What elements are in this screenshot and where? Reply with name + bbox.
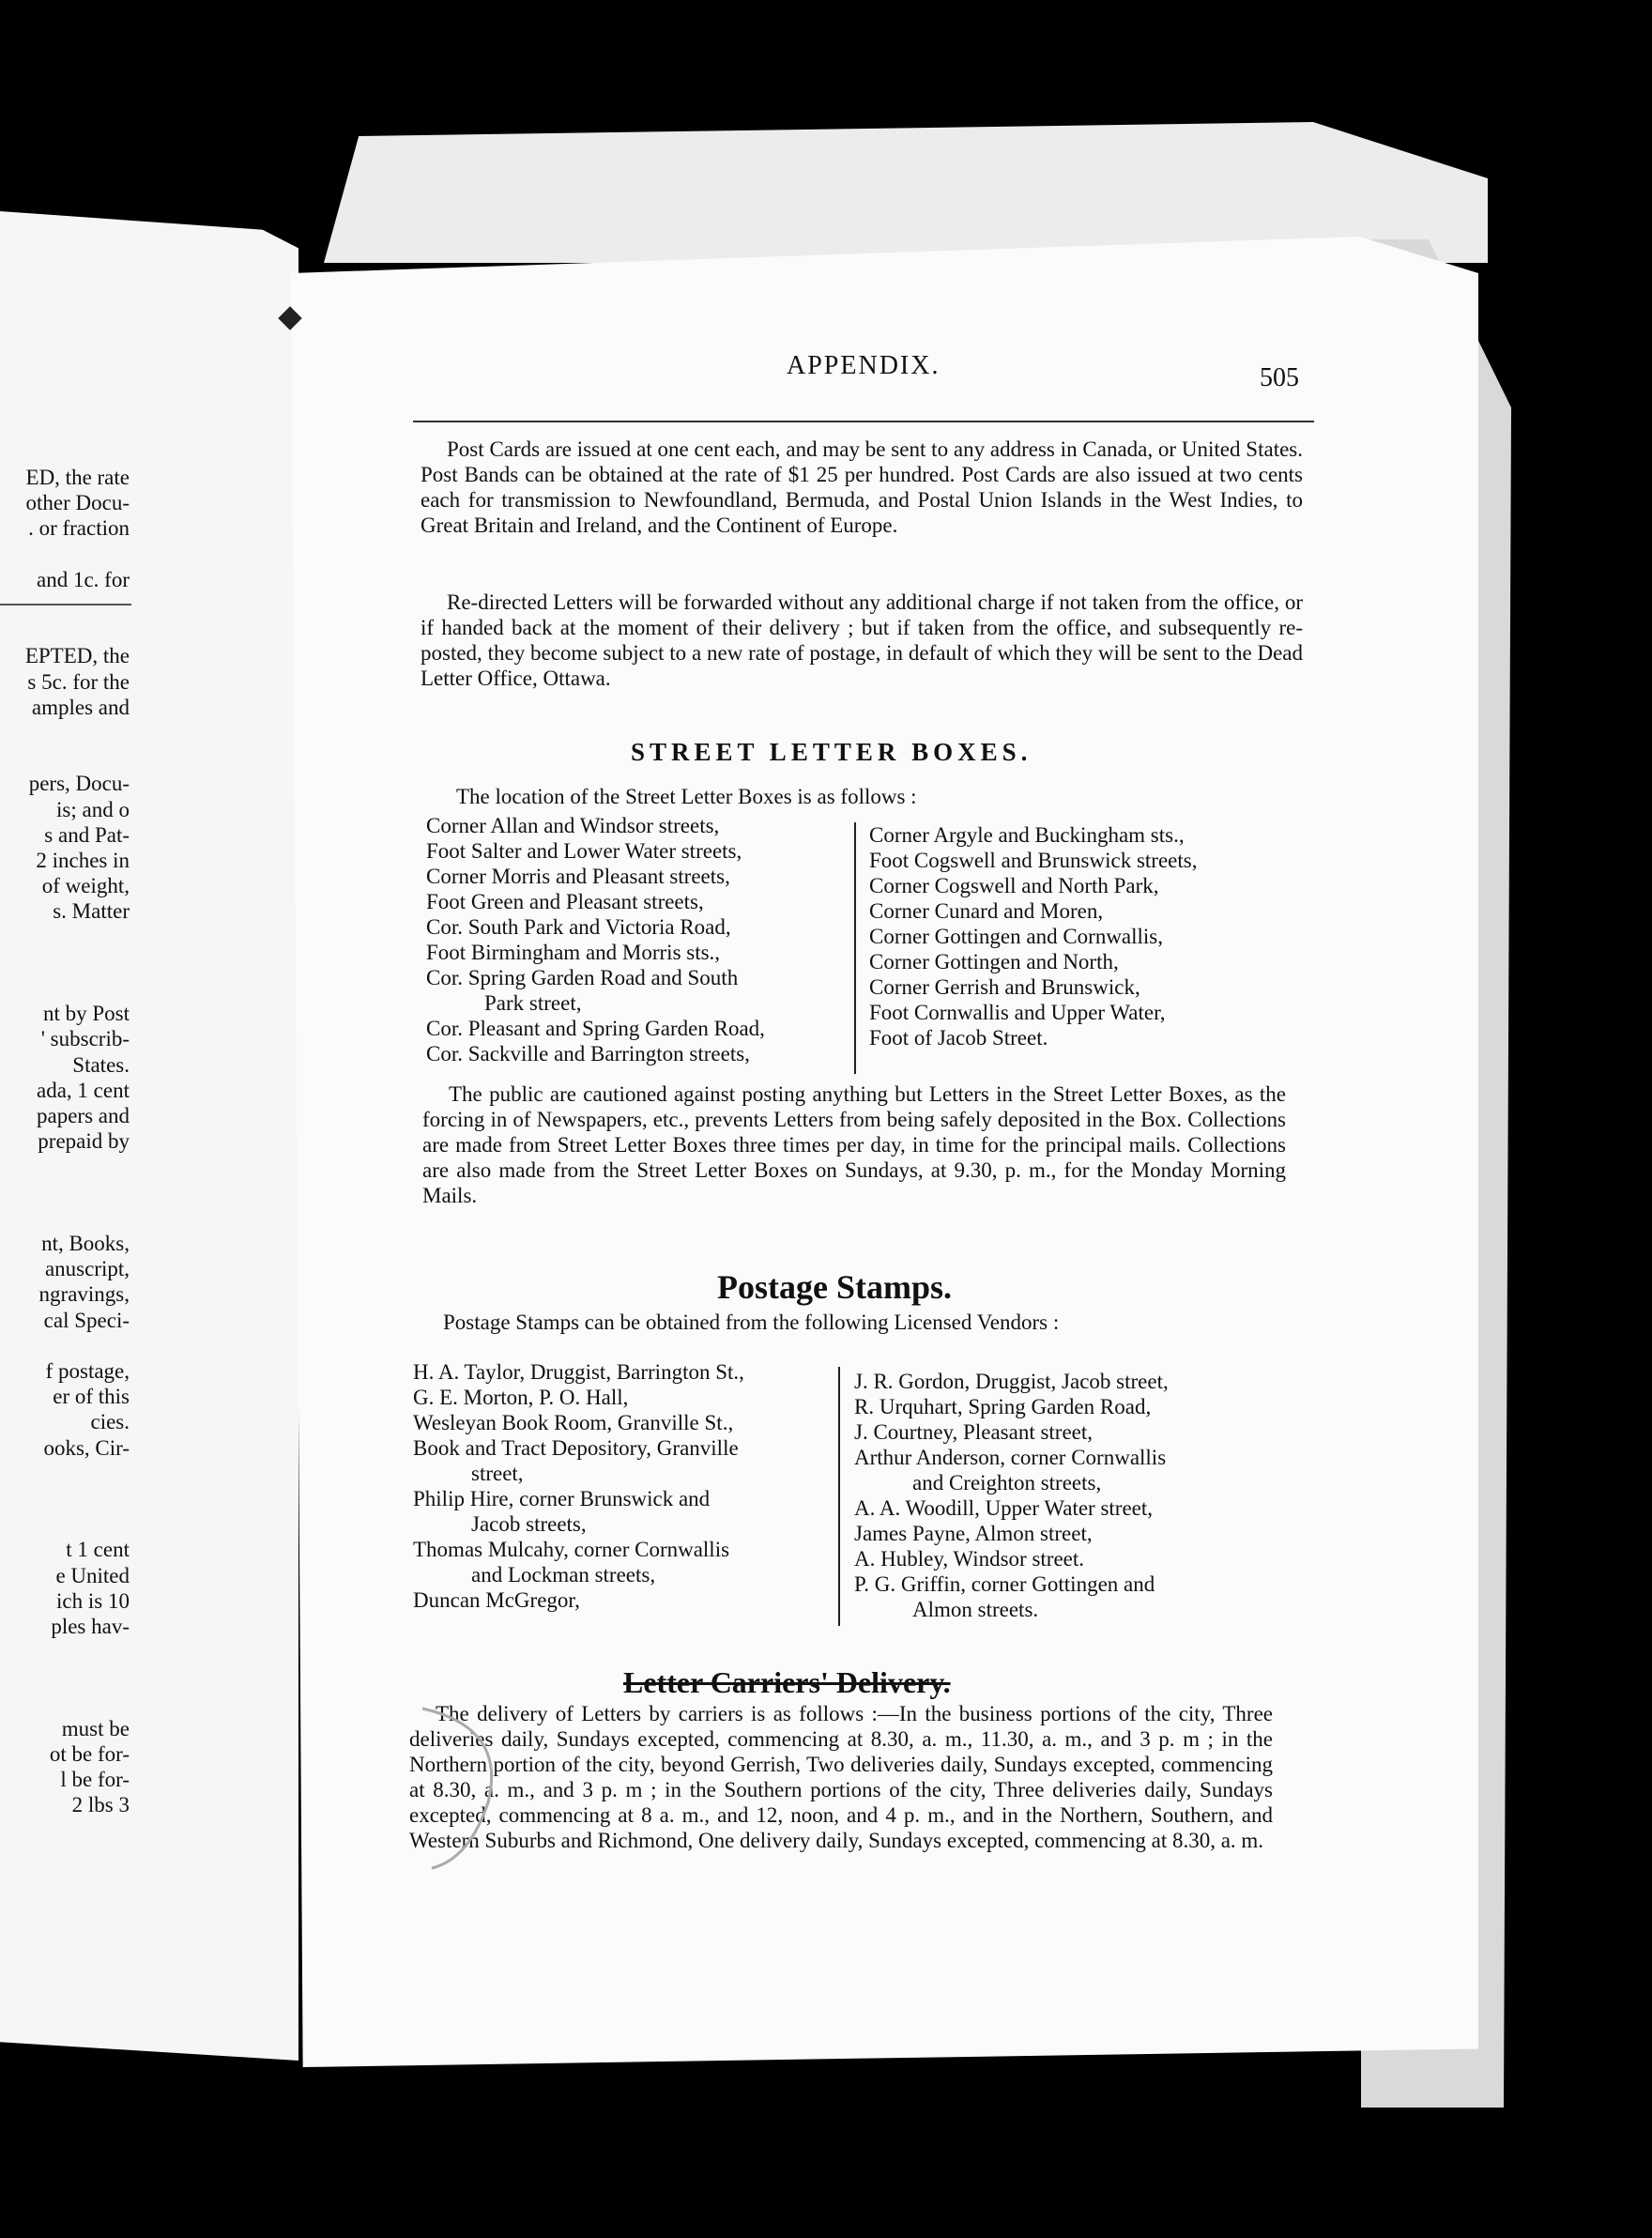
vendors-column-divider (838, 1367, 840, 1626)
column-entry: Foot Cornwallis and Upper Water, (869, 1001, 1166, 1024)
carriers-paragraph: The delivery of Letters by carriers is as follows :—In the business portions of the city, Three deliveries daily, Sundays excepted, commencing at 8.30, a. m., 11.30, a. m., and 3 p. m ; in the Northern portion of the city, beyond Gerrish, Two deliveries daily, Sundays excepted, commencing at 8.30, a. m., and 3 p. m ; in the Southern portions of the city, Three deliveries daily, Sundays excepted, commencing at 8 a. m., and 12, noon, and 4 p. m., and in the Northern, Southern, and Western Suburbs and Richmond, One delivery daily, Sundays excepted, commencing at 8.30, a. m. (409, 1702, 1273, 1852)
column-entry: P. G. Griffin, corner Gottingen and (854, 1572, 1155, 1596)
street-boxes-intro: The location of the Street Letter Boxes is as follows : (456, 785, 917, 808)
column-entry: Cor. South Park and Victoria Road, (426, 915, 731, 939)
left-page-line: nt by Post (42, 1002, 130, 1026)
column-entry: Almon streets. (912, 1598, 1039, 1621)
left-page-line: er of this (53, 1385, 130, 1409)
post-cards-paragraph: Post Cards are issued at one cent each, and may be sent to any address in Canada, or United States. Post Bands can be obtained at the rate of $1 25 per hundred. Post Cards are also issued at two cents each for transmission to Newfoundland, Bermuda, and Postal Union Islands in the West Indies, to Great Britain and Ireland, and the Continent of Europe. (421, 437, 1303, 537)
letter-carriers-heading: Letter Carriers' Delivery. (623, 1665, 951, 1699)
column-entry: A. A. Woodill, Upper Water street, (854, 1496, 1154, 1520)
left-page-line: cal Speci- (43, 1308, 130, 1332)
left-page-line: amples and (31, 695, 130, 719)
left-page-line: States. (72, 1052, 130, 1077)
left-page-line: EPTED, the (24, 644, 130, 668)
left-page-line: prepaid by (38, 1129, 130, 1154)
left-page-line: . or fraction (28, 516, 130, 541)
column-entry: G. E. Morton, P. O. Hall, (413, 1386, 629, 1409)
street-boxes-right-column (869, 822, 1197, 1050)
column-entry: and Lockman streets, (471, 1563, 656, 1587)
column-entry: Corner Allan and Windsor streets, (426, 814, 720, 837)
header-rule (413, 421, 1314, 422)
column-entry: Cor. Sackville and Barrington streets, (426, 1042, 750, 1065)
left-page-line: other Docu- (25, 491, 130, 515)
column-entry: Foot Salter and Lower Water streets, (426, 839, 742, 863)
left-page-line: t 1 cent (66, 1538, 130, 1562)
column-entry: Foot of Jacob Street. (869, 1026, 1048, 1050)
column-entry: Jacob streets, (471, 1512, 587, 1536)
left-page-line: ' subscrib- (40, 1027, 130, 1051)
column-entry: Corner Cunard and Moren, (869, 899, 1104, 923)
column-entry: Corner Gottingen and North, (869, 950, 1119, 973)
column-entry: Corner Cogswell and North Park, (869, 874, 1159, 897)
left-page-line: of weight, (41, 874, 130, 898)
left-page-line: 2 inches in (36, 849, 130, 872)
vendors-left-column (413, 1359, 744, 1613)
left-page-line: ich is 10 (56, 1588, 130, 1613)
page-number: 505 (1260, 363, 1299, 392)
left-page-line: ot be for- (49, 1742, 130, 1766)
column-entry: Foot Green and Pleasant streets, (426, 890, 704, 913)
left-page-line: anuscript, (44, 1257, 130, 1281)
left-page-line: e United (55, 1563, 130, 1587)
left-page-line: pers, Docu- (28, 772, 130, 796)
column-entry: Duncan McGregor, (413, 1588, 580, 1612)
column-entry: Philip Hire, corner Brunswick and (413, 1487, 711, 1510)
column-entry: Wesleyan Book Room, Granville St., (413, 1411, 734, 1434)
caution-paragraph: The public are cautioned against posting anything but Letters in the Street Letter Boxes, as the forcing in of Newspapers, etc., prevents Letters from being safely deposited in the Box. Collections are made from Street Letter Boxes three times per day, in time for the principal mails. Collections are also made from the Street Letter Boxes on Sundays, at 9.30, p. m., for the Monday Morning Mails. (422, 1082, 1286, 1207)
column-entry: Corner Morris and Pleasant streets, (426, 865, 730, 888)
left-page-line: ada, 1 cent (37, 1078, 130, 1102)
column-entry: Corner Gottingen and Cornwallis, (869, 925, 1164, 948)
left-page-line: s 5c. for the (27, 669, 130, 694)
column-entry: James Payne, Almon street, (854, 1522, 1093, 1545)
column-entry: Park street, (484, 991, 582, 1015)
column-entry: and Creighton streets, (912, 1471, 1102, 1495)
left-page-line: and 1c. for (37, 567, 130, 591)
column-entry: R. Urquhart, Spring Garden Road, (854, 1395, 1152, 1418)
column-entry: A. Hubley, Windsor street. (854, 1547, 1085, 1571)
left-page-line: ngravings, (38, 1282, 130, 1307)
column-entry: Foot Birmingham and Morris sts., (426, 941, 721, 964)
column-entry: Thomas Mulcahy, corner Cornwallis (413, 1538, 730, 1561)
left-page-line: papers and (37, 1104, 130, 1127)
redirected-letters-paragraph: Re-directed Letters will be forwarded without any additional charge if not taken from the office, or if handed back at the moment of their delivery ; but if taken from the office, and subsequently re-posted, they become subject to a new rate of postage, in default of which they will be sent to the Dead Letter Office, Ottawa. (421, 590, 1303, 690)
vendors-right-column (854, 1369, 1169, 1622)
column-entry: street, (471, 1462, 524, 1485)
column-entry: Arthur Anderson, corner Cornwallis (854, 1446, 1167, 1469)
street-boxes-left-column (426, 813, 765, 1066)
running-head: APPENDIX. (787, 351, 941, 380)
left-page-line: f postage, (45, 1359, 130, 1383)
left-page-line: l be for- (60, 1768, 130, 1792)
left-page-line: is; and o (56, 797, 130, 821)
street-boxes-heading: STREET LETTER BOXES. (631, 738, 1032, 766)
left-page-line: ooks, Cir- (43, 1435, 130, 1460)
left-page-rule (0, 604, 131, 605)
column-entry: Corner Gerrish and Brunswick, (869, 975, 1140, 999)
postage-stamps-intro: Postage Stamps can be obtained from the following Licensed Vendors : (443, 1311, 1060, 1334)
left-page-line: must be (61, 1716, 130, 1740)
column-divider (854, 822, 856, 1074)
column-entry: Cor. Spring Garden Road and South (426, 966, 739, 989)
left-page-line: ples hav- (51, 1615, 130, 1638)
column-entry: H. A. Taylor, Druggist, Barrington St., (413, 1360, 744, 1384)
column-entry: Foot Cogswell and Brunswick streets, (869, 849, 1198, 872)
left-page-line: cies. (90, 1410, 130, 1434)
column-entry: J. Courtney, Pleasant street, (854, 1420, 1094, 1444)
column-entry: Cor. Pleasant and Spring Garden Road, (426, 1017, 765, 1040)
left-page-line: s. Matter (53, 899, 130, 924)
column-entry: J. R. Gordon, Druggist, Jacob street, (854, 1370, 1169, 1393)
column-entry: Corner Argyle and Buckingham sts., (869, 823, 1185, 847)
column-entry: Book and Tract Depository, Granville (413, 1436, 739, 1460)
left-page-line: s and Pat- (44, 822, 130, 847)
left-page-line: 2 lbs 3 (71, 1793, 130, 1817)
left-page-line: nt, Books, (41, 1232, 130, 1255)
left-page-line: ED, the rate (25, 466, 130, 489)
postage-stamps-heading: Postage Stamps. (717, 1268, 952, 1306)
pencil-mark-icon (413, 1690, 526, 1878)
